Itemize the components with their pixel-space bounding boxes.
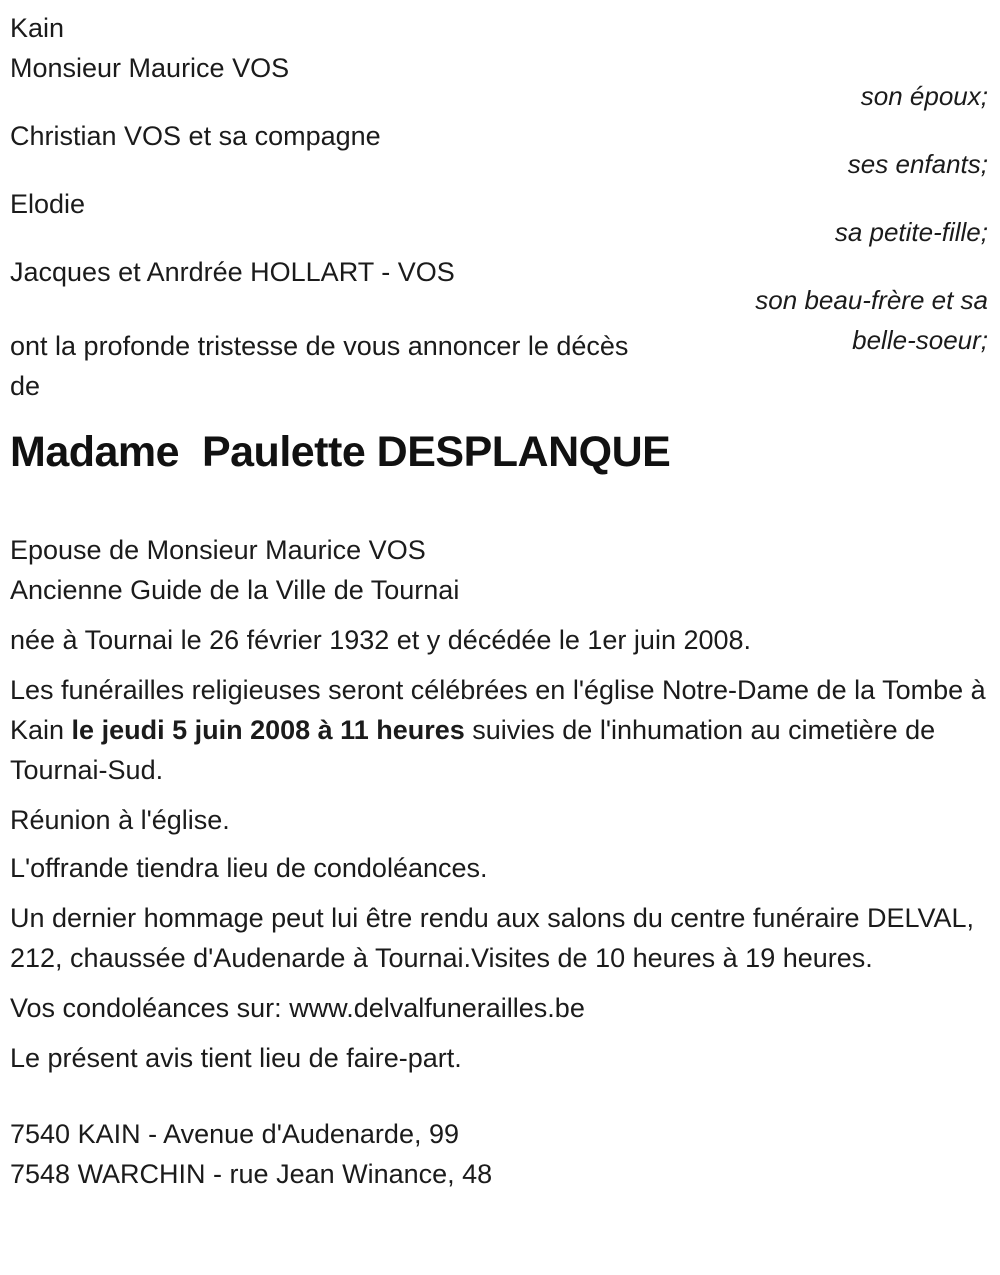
deceased-subtitles: [10, 530, 988, 610]
deceased-name-title: Madame Paulette DESPLANQUE: [10, 428, 671, 476]
relation-line: belle-soeur;: [852, 325, 988, 355]
faire-part-line: Le présent avis tient lieu de faire-part.: [10, 1043, 462, 1073]
deceased-subtitle-former-guide: Ancienne Guide de la Ville de Tournai: [10, 575, 460, 605]
funeral-home-addresses: [10, 1114, 988, 1194]
intro-sentence: [10, 326, 988, 406]
funeral-date-bold: le jeudi 5 juin 2008 à 11 heures: [71, 715, 465, 745]
funeral-paragraph: [10, 670, 994, 790]
relative-name-spouse: Monsieur Maurice VOS: [10, 53, 290, 83]
address-warchin: 7548 WARCHIN - rue Jean Winance, 48: [10, 1159, 493, 1189]
relation-line: ses enfants;: [847, 149, 988, 179]
condolences-line: [10, 988, 988, 1028]
city-line: Kain: [10, 13, 65, 43]
deceased-subtitle-spouse-of: Epouse de Monsieur Maurice VOS: [10, 535, 426, 565]
condolences-label: Vos condoléances sur:: [10, 993, 290, 1023]
intro-line: ont la profonde tristesse de vous annoncer le décès: [10, 331, 629, 361]
hommage-paragraph: Un dernier hommage peut lui être rendu aux salons du centre funéraire DELVAL, 212, chaussée d'Audenarde à Tournai.Visites de 10 heures à 19 heures.: [10, 903, 975, 973]
relation-line: son époux;: [860, 81, 988, 111]
funeral-text-before: Les funérailles religieuses seront célébrées en l'église Notre-Dame de la Tombe à Kain: [10, 675, 994, 745]
funeral-text-after: suivies de l'inhumation au cimetière de Tournai-Sud.: [10, 715, 943, 785]
offrande-line: L'offrande tiendra lieu de condoléances.: [10, 853, 488, 883]
condolences-url[interactable]: www.delvalfunerailles.be: [289, 993, 585, 1023]
birth-death-line: née à Tournai le 26 février 1932 et y décédée le 1er juin 2008.: [10, 625, 752, 655]
intro-line: de: [10, 371, 41, 401]
relative-name-granddaughter: Elodie: [10, 189, 86, 219]
relation-granddaughter: [10, 212, 988, 252]
relative-name-children: Christian VOS et sa compagne: [10, 121, 381, 151]
relation-line: sa petite-fille;: [834, 217, 988, 247]
reunion-line: Réunion à l'église.: [10, 805, 230, 835]
relation-line: son beau-frère et sa: [755, 285, 988, 315]
address-kain: 7540 KAIN - Avenue d'Audenarde, 99: [10, 1119, 459, 1149]
relative-name-inlaws: Jacques et Anrdrée HOLLART - VOS: [10, 257, 455, 287]
